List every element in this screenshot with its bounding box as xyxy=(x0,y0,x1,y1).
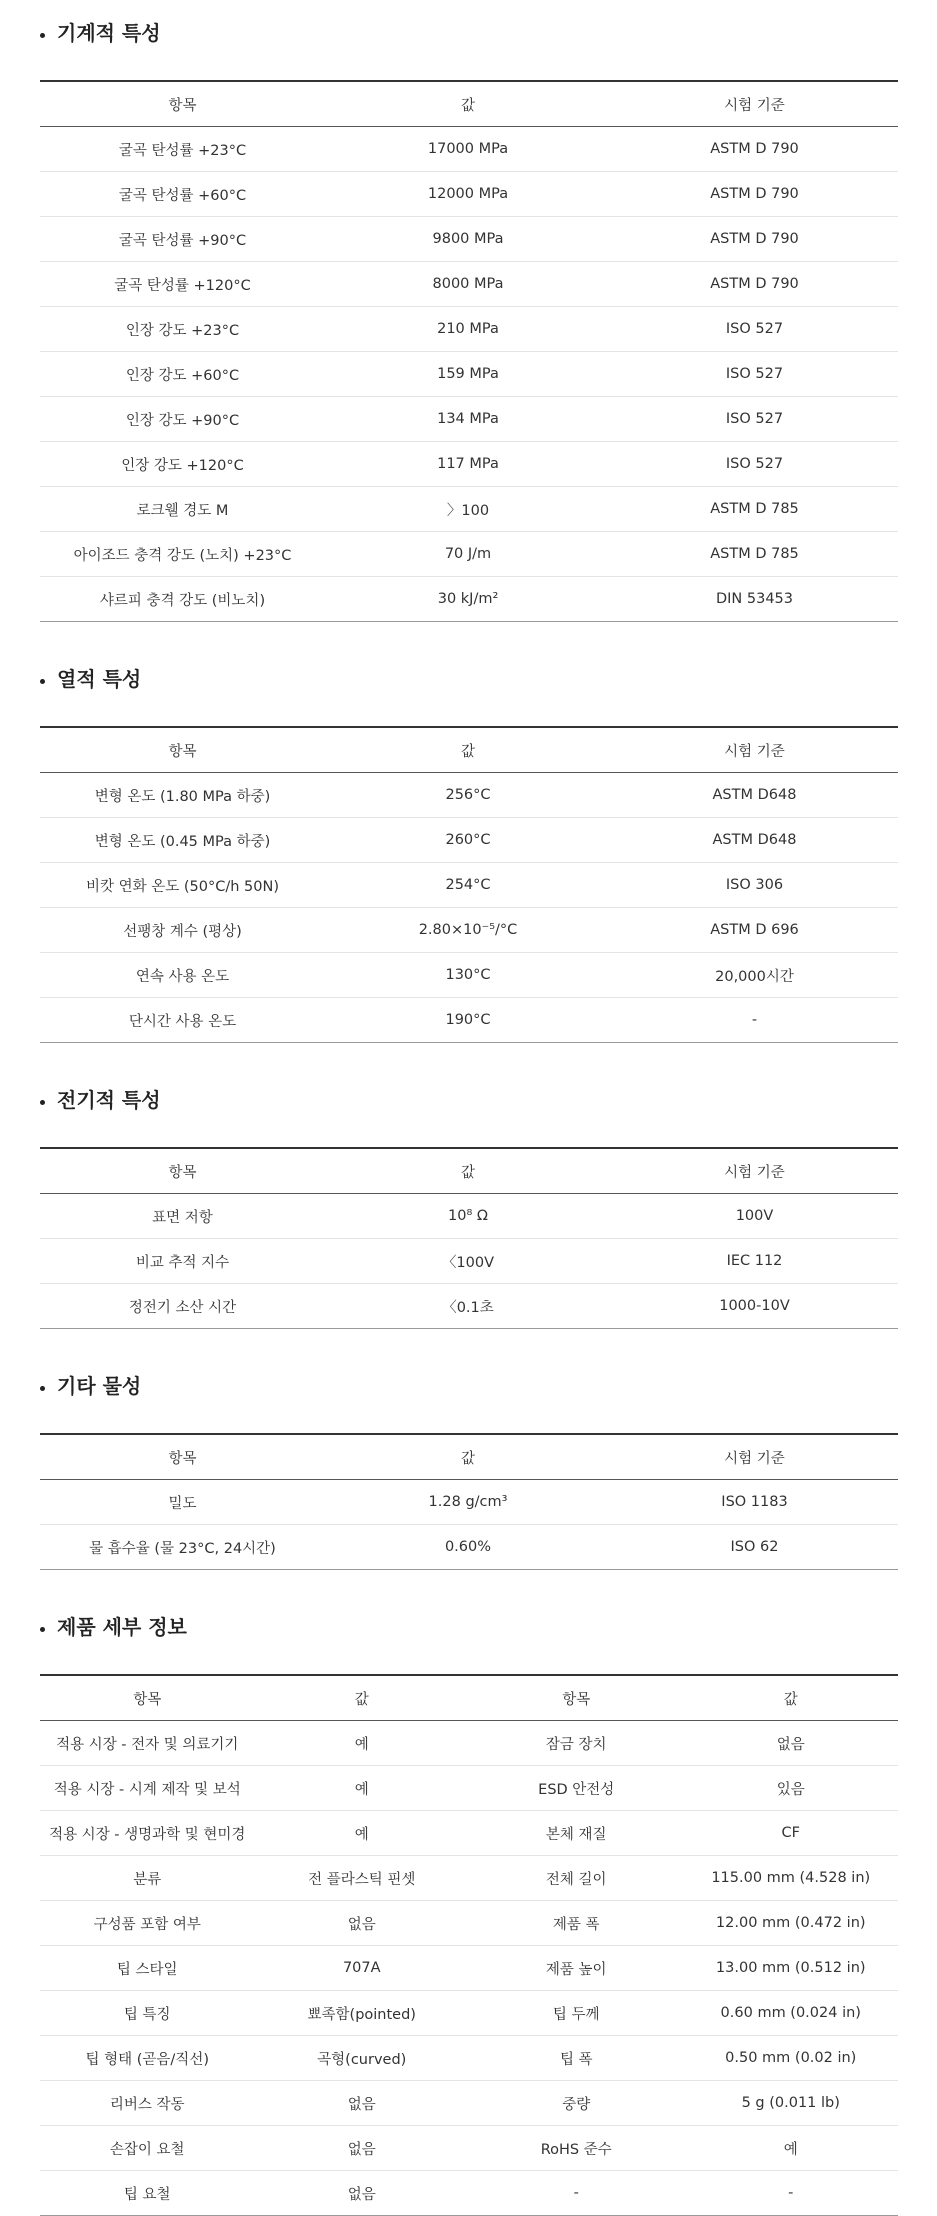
column-header: 시험 기준 xyxy=(611,1434,898,1480)
table-row xyxy=(40,262,898,307)
table-cell: 없음 xyxy=(255,2126,470,2171)
table-cell: - xyxy=(684,2171,899,2216)
table-cell: 굴곡 탄성률 +23°C xyxy=(40,127,325,172)
table-cell: 190°C xyxy=(325,998,611,1043)
table-cell: 134 MPa xyxy=(325,397,611,442)
table-cell: 0.60 mm (0.024 in) xyxy=(684,1991,899,2036)
section-title-text: 전기적 특성 xyxy=(57,1088,161,1112)
bullet-icon xyxy=(40,679,45,684)
table-cell: 예 xyxy=(684,2126,899,2171)
table-header-row xyxy=(40,1675,898,1721)
column-header: 값 xyxy=(325,1434,611,1480)
table-cell: 굴곡 탄성률 +60°C xyxy=(40,172,325,217)
table-cell: 연속 사용 온도 xyxy=(40,953,325,998)
table-cell: 구성품 포함 여부 xyxy=(40,1901,255,1946)
table-cell: 〈0.1초 xyxy=(325,1284,611,1329)
table-cell: - xyxy=(469,2171,684,2216)
bullet-icon xyxy=(40,1627,45,1632)
table-cell: 손잡이 요철 xyxy=(40,2126,255,2171)
column-header: 항목 xyxy=(40,1148,325,1194)
table-cell: - xyxy=(611,998,898,1043)
table-cell: 인장 강도 +120°C xyxy=(40,442,325,487)
table-cell: 정전기 소산 시간 xyxy=(40,1284,325,1329)
table-cell: 210 MPa xyxy=(325,307,611,352)
table-row xyxy=(40,487,898,532)
table-cell: ISO 1183 xyxy=(611,1480,898,1525)
table-cell: 〉100 xyxy=(325,487,611,532)
table-cell: 변형 온도 (0.45 MPa 하중) xyxy=(40,818,325,863)
bullet-icon xyxy=(40,33,45,38)
table-cell: 117 MPa xyxy=(325,442,611,487)
table-row xyxy=(40,773,898,818)
table-row xyxy=(40,1194,898,1239)
spec-section xyxy=(0,1085,937,1329)
table-row xyxy=(40,217,898,262)
table-row xyxy=(40,1721,898,1766)
table-cell: ISO 306 xyxy=(611,863,898,908)
table-row xyxy=(40,953,898,998)
spec-table xyxy=(40,726,898,1043)
table-row xyxy=(40,127,898,172)
table-cell: 20,000시간 xyxy=(611,953,898,998)
table-row xyxy=(40,2171,898,2216)
table-cell: 인장 강도 +23°C xyxy=(40,307,325,352)
table-cell: 100V xyxy=(611,1194,898,1239)
table-row xyxy=(40,352,898,397)
table-cell: 예 xyxy=(255,1721,470,1766)
table-cell: 30 kJ/m² xyxy=(325,577,611,622)
table-cell: 굴곡 탄성률 +120°C xyxy=(40,262,325,307)
section-title-text: 기계적 특성 xyxy=(57,21,161,45)
table-cell: 선팽창 계수 (평상) xyxy=(40,908,325,953)
table-row xyxy=(40,172,898,217)
table-cell: 17000 MPa xyxy=(325,127,611,172)
product-details-body xyxy=(40,1721,898,2216)
table-cell: 샤르피 충격 강도 (비노치) xyxy=(40,577,325,622)
table-cell: 팁 특징 xyxy=(40,1991,255,2036)
table-cell: 있음 xyxy=(684,1766,899,1811)
table-cell: 로크웰 경도 M xyxy=(40,487,325,532)
table-cell: 전 플라스틱 핀셋 xyxy=(255,1856,470,1901)
table-cell: ASTM D 790 xyxy=(611,127,898,172)
column-header: 값 xyxy=(684,1675,899,1721)
table-cell: 없음 xyxy=(255,2081,470,2126)
table-cell: 없음 xyxy=(684,1721,899,1766)
table-cell: 적용 시장 - 시계 제작 및 보석 xyxy=(40,1766,255,1811)
table-cell: DIN 53453 xyxy=(611,577,898,622)
table-cell: ISO 527 xyxy=(611,397,898,442)
table-cell: 1.28 g/cm³ xyxy=(325,1480,611,1525)
table-cell: ASTM D 785 xyxy=(611,532,898,577)
table-cell: 팁 폭 xyxy=(469,2036,684,2081)
table-cell: 팁 두께 xyxy=(469,1991,684,2036)
section-title xyxy=(40,664,937,694)
section-title xyxy=(40,1085,937,1115)
table-cell: ASTM D648 xyxy=(611,773,898,818)
table-cell: 없음 xyxy=(255,2171,470,2216)
table-cell: 인장 강도 +60°C xyxy=(40,352,325,397)
table-row xyxy=(40,532,898,577)
table-cell: 제품 폭 xyxy=(469,1901,684,1946)
table-cell: 115.00 mm (4.528 in) xyxy=(684,1856,899,1901)
bullet-icon xyxy=(40,1386,45,1391)
table-cell: 중량 xyxy=(469,2081,684,2126)
table-cell: 10⁸ Ω xyxy=(325,1194,611,1239)
table-cell: 1000-10V xyxy=(611,1284,898,1329)
table-cell: CF xyxy=(684,1811,899,1856)
table-row xyxy=(40,307,898,352)
spec-table xyxy=(40,1147,898,1329)
table-cell: 곡형(curved) xyxy=(255,2036,470,2081)
table-row xyxy=(40,2036,898,2081)
column-header: 항목 xyxy=(40,1434,325,1480)
spec-section xyxy=(0,1371,937,1570)
table-cell: 팁 형태 (곧음/직선) xyxy=(40,2036,255,2081)
table-cell: 팁 스타일 xyxy=(40,1946,255,1991)
table-cell: 예 xyxy=(255,1811,470,1856)
table-cell: 분류 xyxy=(40,1856,255,1901)
spec-table xyxy=(40,80,898,622)
table-cell: 적용 시장 - 생명과학 및 현미경 xyxy=(40,1811,255,1856)
column-header: 항목 xyxy=(40,727,325,773)
column-header: 시험 기준 xyxy=(611,1148,898,1194)
table-row xyxy=(40,397,898,442)
table-header-row xyxy=(40,727,898,773)
table-cell: 물 흡수율 (물 23°C, 24시간) xyxy=(40,1525,325,1570)
column-header: 항목 xyxy=(469,1675,684,1721)
table-cell: 적용 시장 - 전자 및 의료기기 xyxy=(40,1721,255,1766)
table-row xyxy=(40,2081,898,2126)
table-row xyxy=(40,863,898,908)
table-cell: 70 J/m xyxy=(325,532,611,577)
product-details-section xyxy=(0,1612,937,2216)
table-row xyxy=(40,577,898,622)
table-cell: ISO 527 xyxy=(611,307,898,352)
section-title-text: 기타 물성 xyxy=(57,1374,142,1398)
section-title-text: 열적 특성 xyxy=(57,667,142,691)
table-cell: 전체 길이 xyxy=(469,1856,684,1901)
table-cell: 0.50 mm (0.02 in) xyxy=(684,2036,899,2081)
table-row xyxy=(40,442,898,487)
column-header: 값 xyxy=(325,1148,611,1194)
table-cell: 변형 온도 (1.80 MPa 하중) xyxy=(40,773,325,818)
table-cell: 뾰족함(pointed) xyxy=(255,1991,470,2036)
section-title xyxy=(40,18,937,48)
table-cell: 256°C xyxy=(325,773,611,818)
table-cell: 8000 MPa xyxy=(325,262,611,307)
table-cell: 254°C xyxy=(325,863,611,908)
column-header: 시험 기준 xyxy=(611,727,898,773)
table-cell: 13.00 mm (0.512 in) xyxy=(684,1946,899,1991)
table-cell: IEC 112 xyxy=(611,1239,898,1284)
table-cell: ASTM D 696 xyxy=(611,908,898,953)
table-cell: 159 MPa xyxy=(325,352,611,397)
table-cell: 밀도 xyxy=(40,1480,325,1525)
table-cell: 단시간 사용 온도 xyxy=(40,998,325,1043)
table-cell: 0.60% xyxy=(325,1525,611,1570)
table-row xyxy=(40,1856,898,1901)
table-cell: 없음 xyxy=(255,1901,470,1946)
table-row xyxy=(40,1480,898,1525)
table-cell: 인장 강도 +90°C xyxy=(40,397,325,442)
column-header: 값 xyxy=(255,1675,470,1721)
spec-section xyxy=(0,664,937,1043)
spec-sections xyxy=(0,18,937,1570)
table-row xyxy=(40,1946,898,1991)
table-cell: 비캇 연화 온도 (50°C/h 50N) xyxy=(40,863,325,908)
table-header-row xyxy=(40,81,898,127)
table-cell: 707A xyxy=(255,1946,470,1991)
table-row xyxy=(40,998,898,1043)
table-cell: 아이조드 충격 강도 (노치) +23°C xyxy=(40,532,325,577)
table-cell: 2.80×10⁻⁵/°C xyxy=(325,908,611,953)
bullet-icon xyxy=(40,1100,45,1105)
table-row xyxy=(40,1991,898,2036)
table-cell: ASTM D 790 xyxy=(611,172,898,217)
table-row xyxy=(40,2126,898,2171)
table-cell: 팁 요철 xyxy=(40,2171,255,2216)
column-header: 항목 xyxy=(40,1675,255,1721)
column-header: 시험 기준 xyxy=(611,81,898,127)
table-cell: ASTM D 785 xyxy=(611,487,898,532)
table-cell: 잠금 장치 xyxy=(469,1721,684,1766)
table-cell: 260°C xyxy=(325,818,611,863)
table-cell: ASTM D 790 xyxy=(611,217,898,262)
table-row xyxy=(40,1525,898,1570)
table-cell: 9800 MPa xyxy=(325,217,611,262)
table-cell: ASTM D 790 xyxy=(611,262,898,307)
table-cell: ISO 527 xyxy=(611,442,898,487)
spec-section xyxy=(0,18,937,622)
table-cell: 제품 높이 xyxy=(469,1946,684,1991)
table-row xyxy=(40,908,898,953)
table-row xyxy=(40,1239,898,1284)
table-cell: ASTM D648 xyxy=(611,818,898,863)
table-cell: 12000 MPa xyxy=(325,172,611,217)
table-cell: 리버스 작동 xyxy=(40,2081,255,2126)
column-header: 값 xyxy=(325,81,611,127)
table-row xyxy=(40,1284,898,1329)
table-cell: 130°C xyxy=(325,953,611,998)
section-title xyxy=(40,1371,937,1401)
table-cell: 예 xyxy=(255,1766,470,1811)
section-title xyxy=(40,1612,937,1642)
spec-table xyxy=(40,1433,898,1570)
table-cell: 5 g (0.011 lb) xyxy=(684,2081,899,2126)
section-title-text: 제품 세부 정보 xyxy=(57,1615,187,1639)
column-header: 값 xyxy=(325,727,611,773)
table-row xyxy=(40,1901,898,1946)
table-cell: ISO 527 xyxy=(611,352,898,397)
table-cell: ISO 62 xyxy=(611,1525,898,1570)
column-header: 항목 xyxy=(40,81,325,127)
table-row xyxy=(40,1766,898,1811)
table-cell: ESD 안전성 xyxy=(469,1766,684,1811)
table-header-row xyxy=(40,1434,898,1480)
table-cell: 표면 저항 xyxy=(40,1194,325,1239)
table-cell: 비교 추적 지수 xyxy=(40,1239,325,1284)
table-cell: RoHS 준수 xyxy=(469,2126,684,2171)
table-header-row xyxy=(40,1148,898,1194)
table-cell: 〈100V xyxy=(325,1239,611,1284)
table-cell: 굴곡 탄성률 +90°C xyxy=(40,217,325,262)
table-row xyxy=(40,818,898,863)
table-row xyxy=(40,1811,898,1856)
product-details-table xyxy=(40,1674,898,2216)
table-cell: 12.00 mm (0.472 in) xyxy=(684,1901,899,1946)
table-cell: 본체 재질 xyxy=(469,1811,684,1856)
